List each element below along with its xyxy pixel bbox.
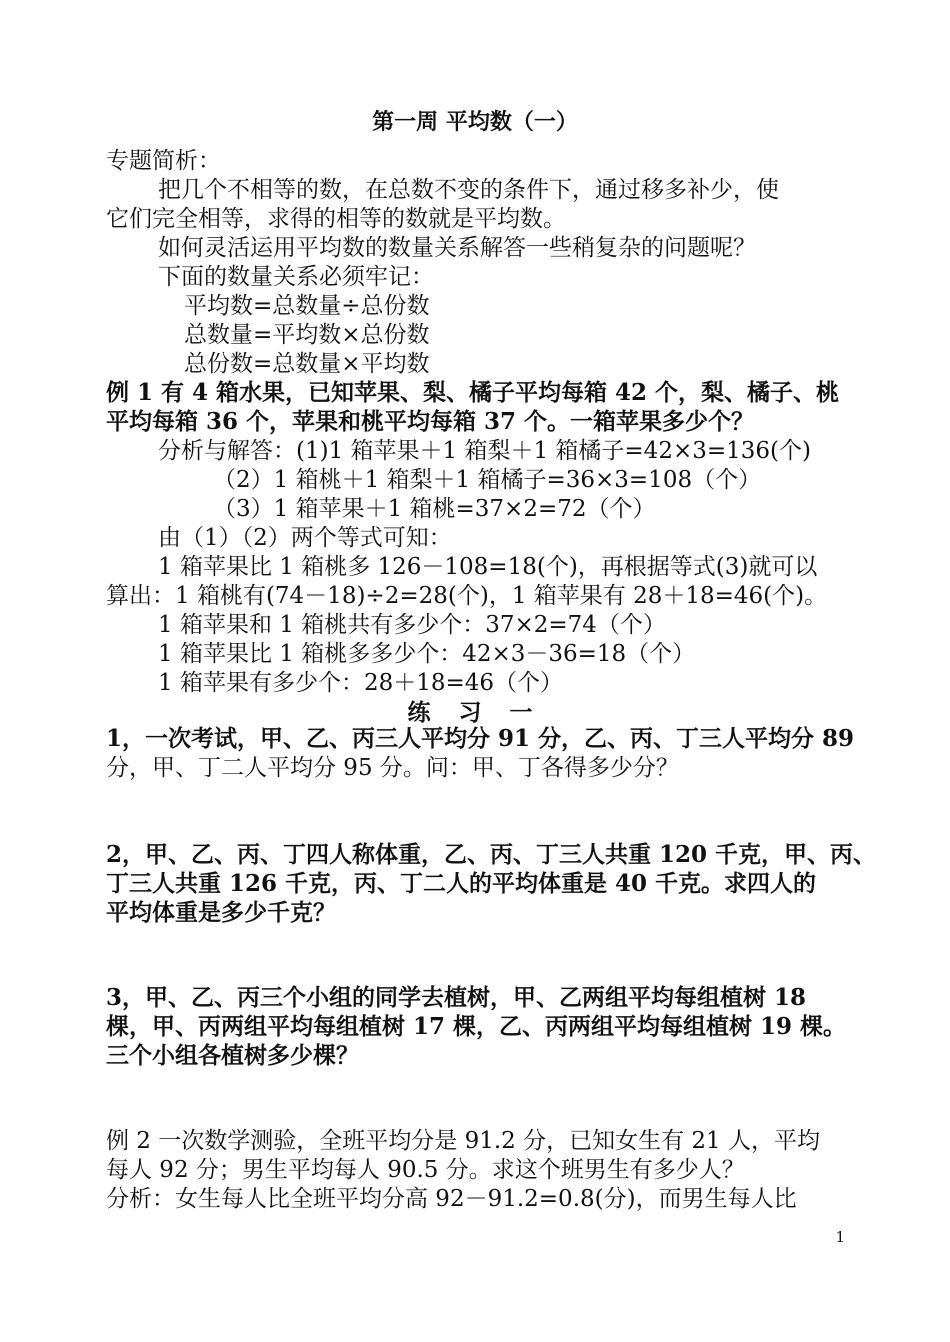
intro-paragraph-line: 把几个不相等的数，在总数不变的条件下，通过移多补少，使 [158,177,779,203]
example1-analysis: （3）1 箱苹果＋1 箱桃=37×2=72（个） [213,496,656,522]
example1-question: 例 1 有 4 箱水果，已知苹果、梨、橘子平均每箱 42 个，梨、橘子、桃 [106,379,840,406]
intro-paragraph-line: 它们完全相等，求得的相等的数就是平均数。 [106,206,566,232]
example1-analysis: 由（1）（2）两个等式可知： [158,525,452,551]
page-number: 1 [835,1228,845,1246]
example1-analysis: 算出：1 箱桃有(74－18)÷2=28(个)，1 箱苹果有 28＋18=46(个)。 [106,583,828,609]
intro-paragraph: 如何灵活运用平均数的数量关系解答一些稍复杂的问题呢？ [158,235,756,261]
exercise-question: 2，甲、乙、丙、丁四人称体重，乙、丙、丁三人共重 120 千克，甲、丙、 [106,841,877,868]
example2-analysis: 分析：女生每人比全班平均分高 92－91.2=0.8(分)，而男生每人比 [106,1186,797,1212]
exercise-question: 3，甲、乙、丙三个小组的同学去植树，甲、乙两组平均每组植树 18 [106,984,807,1011]
formula-line: 总数量=平均数×总份数 [184,322,430,348]
example1-analysis: 1 箱苹果和 1 箱桃共有多少个：37×2=74（个） [158,612,666,638]
exercise-question: 分，甲、丁二人平均分 95 分。问：甲、丁各得多少分？ [106,755,679,781]
example1-analysis: 1 箱苹果比 1 箱桃多 126－108=18(个)，再根据等式(3)就可以 [158,554,818,580]
exercise-title: 练 习 一 [407,699,543,726]
example1-analysis: 1 箱苹果比 1 箱桃多多少个：42×3－36=18（个） [158,641,696,667]
intro-heading: 专题简析： [106,148,221,174]
page-title: 第一周 平均数（一） [372,109,578,135]
exercise-question: 棵，甲、丙两组平均每组植树 17 棵，乙、丙两组平均每组植树 19 棵。 [106,1013,847,1040]
example1-analysis: （2）1 箱桃＋1 箱梨＋1 箱橘子=36×3=108（个） [213,467,762,493]
formula-line: 总份数=总数量×平均数 [184,351,430,377]
exercise-question: 三个小组各植树多少棵？ [106,1042,359,1069]
exercise-question: 丁三人共重 126 千克，丙、丁二人的平均体重是 40 千克。求四人的 [106,870,817,897]
example1-question: 平均每箱 36 个，苹果和桃平均每箱 37 个。一箱苹果多少个？ [106,408,755,435]
example1-analysis: 1 箱苹果有多少个：28＋18=46（个） [158,670,564,696]
example2-question: 例 2 一次数学测验，全班平均分是 91.2 分，已知女生有 21 人，平均 [106,1128,820,1154]
example1-analysis: 分析与解答：(1)1 箱苹果＋1 箱梨＋1 箱橘子=42×3=136(个) [158,438,811,464]
formula-line: 平均数=总数量÷总份数 [184,293,430,319]
intro-paragraph: 下面的数量关系必须牢记： [158,264,434,290]
exercise-question: 1，一次考试，甲、乙、丙三人平均分 91 分，乙、丙、丁三人平均分 89 [106,725,855,752]
example2-question: 每人 92 分；男生平均每人 90.5 分。求这个班男生有多少人？ [106,1157,745,1183]
exercise-question: 平均体重是多少千克？ [106,899,336,926]
